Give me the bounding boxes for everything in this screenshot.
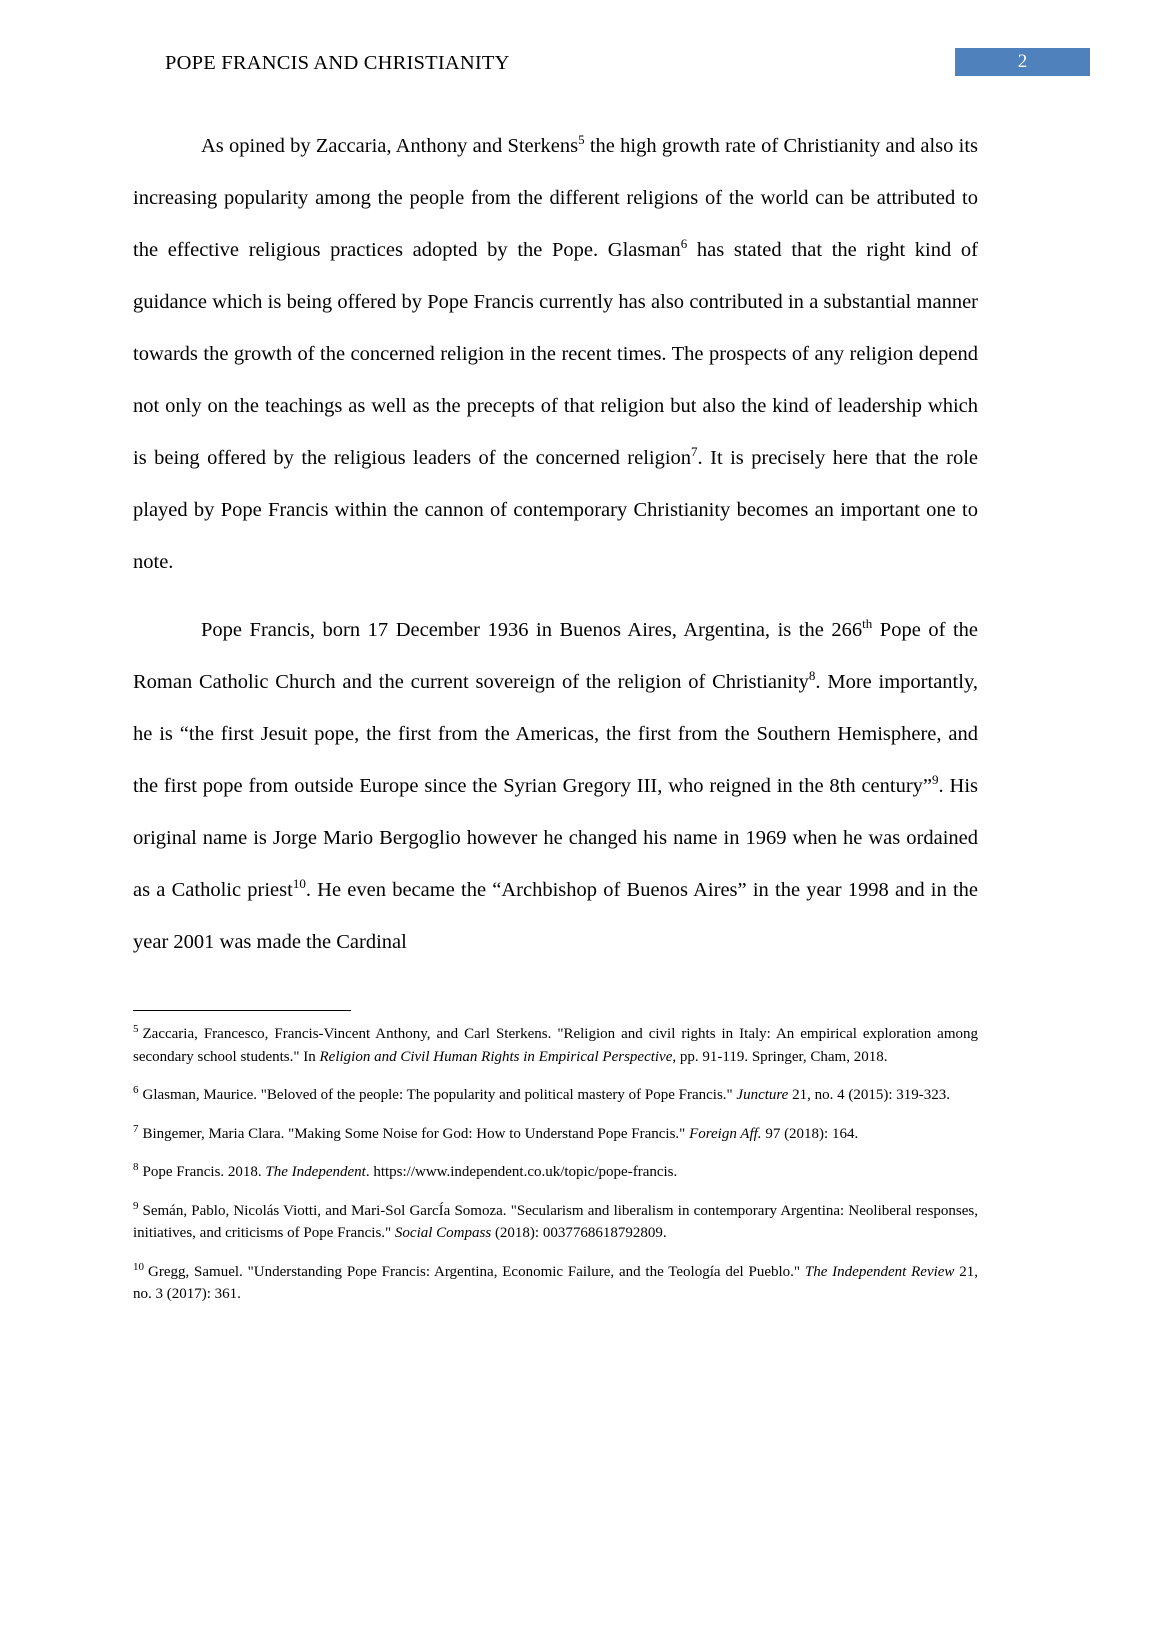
italic-title-text: Juncture bbox=[736, 1087, 789, 1103]
footnote-number: 6 bbox=[133, 1084, 139, 1096]
footnote-number: 8 bbox=[133, 1161, 139, 1173]
italic-title-text: Religion and Civil Human Rights in Empirical Perspective bbox=[319, 1048, 673, 1065]
footnote-reference-marker: 5 bbox=[578, 132, 585, 148]
italic-title-text: Social Compass bbox=[394, 1225, 492, 1241]
footnote-reference-marker: 10 bbox=[292, 876, 306, 892]
footnote-reference-marker: 8 bbox=[808, 668, 816, 684]
footnote-entry: $^9$ Semán, Pablo, Nicolás Viotti, and Mari-Sol GarcÍa Somoza. "Secularism and liberalism in contemporary Argentina: Neoliberal responses, initiatives, and criticisms of Pope Francis." Social Compass (2018): 0037768618792809. bbox=[133, 1199, 978, 1241]
footnote-entry: $^8$ Pope Francis. 2018. The Independent. https://www.independent.co.uk/topic/pope-francis. bbox=[133, 1161, 678, 1180]
footnote-number: 9 bbox=[133, 1199, 139, 1212]
footnote-reference-marker: 7 bbox=[691, 444, 698, 460]
footnote-number: 10 bbox=[133, 1260, 144, 1273]
footnote-number: 7 bbox=[133, 1122, 139, 1135]
footnote-number: 5 bbox=[133, 1023, 139, 1035]
body-paragraph: Pope Francis, born 17 December 1936 in Buenos Aires, Argentina, is the 266th Pope of the Roman Catholic Church and the current sovereign of the religion of Christianity$^8$. More importantly, he is “the first Jesuit pope, the first from the Americas, the first from the Southern Hemisphere, and the first pope from outside Europe since the Syrian Gregory III, who reigned in the 8th century”$^9$. His original name is Jorge Mario Bergoglio however he changed his name in 1969 when he was ordained as a Catholic priest$^{10}$. He even became the “Archbishop of Buenos Aires” in the year 1998 and in the year 2001 was made the Cardinal bbox=[133, 616, 978, 953]
footnote-reference-marker: 9 bbox=[932, 772, 939, 788]
running-head-title: POPE FRANCIS AND CHRISTIANITY bbox=[165, 52, 510, 74]
footnote-reference-marker: th bbox=[862, 616, 873, 632]
document-body bbox=[133, 120, 978, 968]
footnote-reference-marker: 6 bbox=[680, 236, 688, 252]
italic-title-text: The Independent bbox=[265, 1164, 366, 1180]
body-paragraph: As opined by Zaccaria, Anthony and Sterkens$^5$ the high growth rate of Christianity and also its increasing popularity among the people from the different religions of the world can be attributed to the effective religious practices adopted by the Pope. Glasman$^6$ has stated that the right kind of guidance which is being offered by Pope Francis currently has also contributed in a substantial manner towards the growth of the concerned religion in the recent times. The prospects of any religion depend not only on the teachings as well as the precepts of that religion but also the kind of leadership which is being offered by the religious leaders of the concerned religion$^7$. It is precisely here that the role played by Pope Francis within the cannon of contemporary Christianity becomes an important one to note. bbox=[133, 132, 978, 573]
footnote-entry: $^5$ Zaccaria, Francesco, Francis-Vincent Anthony, and Carl Sterkens. "Religion and civil rights in Italy: An empirical exploration among secondary school students." In Religion and Civil Human Rights in Empirical Perspective, pp. 91-119. Springer, Cham, 2018. bbox=[133, 1023, 978, 1065]
italic-title-text: The Independent Review bbox=[804, 1263, 955, 1280]
page-number: 2 bbox=[1017, 51, 1028, 72]
page-header bbox=[133, 48, 1090, 82]
footnote-entry: $^7$ Bingemer, Maria Clara. "Making Some Noise for God: How to Understand Pope Francis." Foreign Aff. 97 (2018): 164. bbox=[133, 1122, 859, 1142]
footnote-entry: $^{10}$ Gregg, Samuel. "Understanding Pope Francis: Argentina, Economic Failure, and the Teología del Pueblo." The Independent Review 21, no. 3 (2017): 361. bbox=[133, 1260, 979, 1302]
footnote-separator-rule bbox=[133, 1010, 351, 1011]
footnote-section bbox=[133, 1010, 978, 1322]
italic-title-text: Foreign Aff. bbox=[689, 1125, 762, 1142]
footnote-entry: $^6$ Glasman, Maurice. "Beloved of the people: The popularity and political mastery of Pope Francis." Juncture 21, no. 4 (2015): 319-323. bbox=[133, 1084, 950, 1103]
